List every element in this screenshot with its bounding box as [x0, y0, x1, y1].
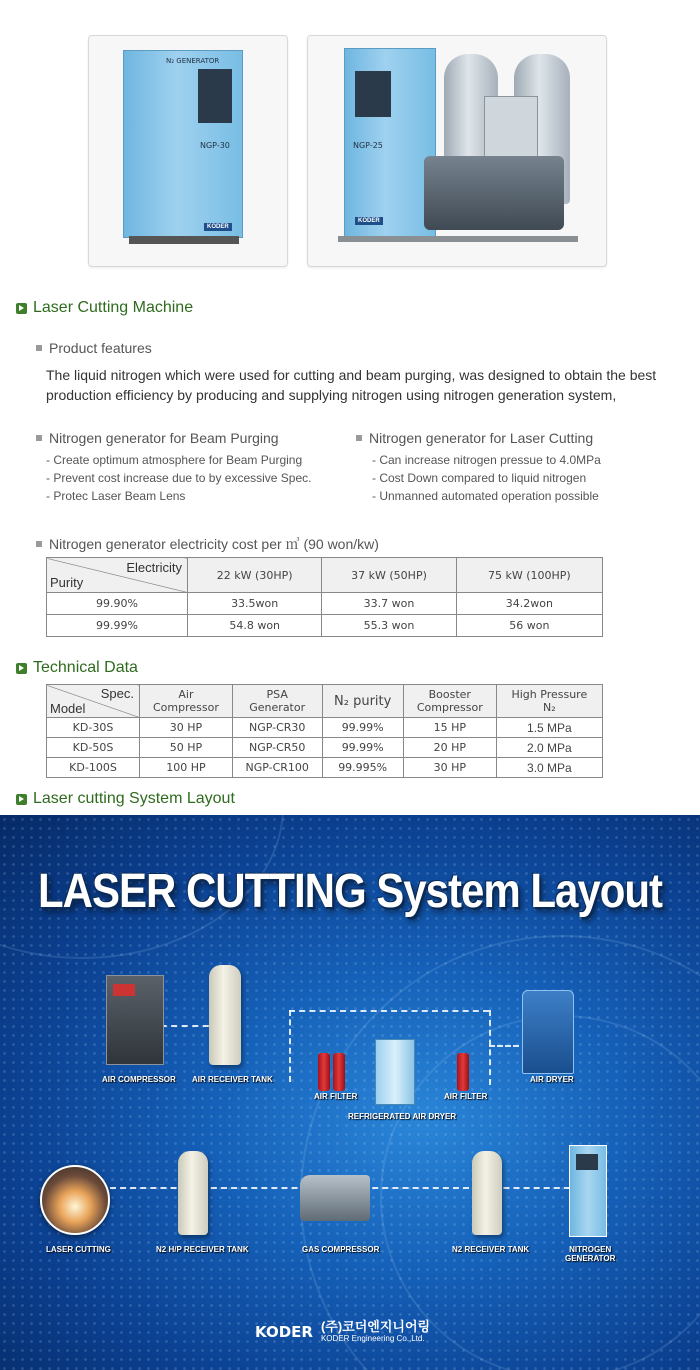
data-cell: 3.0 MPa	[496, 758, 602, 778]
table-row	[47, 758, 603, 778]
cost-cell: 55.3 won	[322, 615, 456, 637]
cost-cell: 56 won	[456, 615, 602, 637]
control-panel	[355, 71, 391, 117]
cost-cell: 33.7 won	[322, 593, 456, 615]
model-label: NGP-30	[200, 141, 230, 150]
control-box	[484, 96, 538, 162]
air-compressor-unit	[106, 975, 164, 1065]
list-item: - Create optimum atmosphere for Beam Purging	[46, 451, 311, 469]
air-dryer-unit	[522, 990, 574, 1074]
data-cell: NGP-CR100	[232, 758, 322, 778]
table-row	[47, 615, 603, 637]
compressor-panel	[113, 984, 135, 996]
data-cell: 50 HP	[140, 738, 233, 758]
table-row	[47, 593, 603, 615]
data-cell: 99.99%	[322, 738, 403, 758]
purity-cell: 99.90%	[47, 593, 188, 615]
model-cell: KD-50S	[47, 738, 140, 758]
data-cell: 20 HP	[403, 738, 496, 758]
label-n2-receiver-tank: N2 RECEIVER TANK	[452, 1245, 530, 1254]
label-air-compressor: AIR COMPRESSOR	[102, 1075, 176, 1084]
air-filter-unit	[318, 1053, 330, 1091]
company-korean-name: (주)코더엔지니어링	[320, 1319, 431, 1334]
list-item: - Unmanned automated operation possible	[372, 487, 601, 505]
column-header: Booster Compressor	[403, 685, 496, 718]
data-cell: NGP-CR50	[232, 738, 322, 758]
square-bullet-icon	[36, 345, 42, 351]
section-title-technical-data: Technical Data	[16, 659, 138, 677]
generator-cabinet	[123, 50, 243, 238]
table-header-row	[47, 685, 603, 718]
brand-logo: KODER	[355, 217, 383, 225]
generator-header: N₂ GENERATOR	[166, 57, 220, 65]
table-corner-cell: Electricity Purity	[47, 558, 188, 593]
data-cell: 99.995%	[322, 758, 403, 778]
n2-hp-receiver-tank	[178, 1151, 208, 1235]
label-laser-cutting: LASER CUTTING	[46, 1245, 111, 1254]
control-panel	[198, 69, 232, 123]
data-cell: 99.99%	[322, 718, 403, 738]
square-bullet-icon	[36, 541, 42, 547]
column-header: 22 kW (30HP)	[188, 558, 322, 593]
column-header: High Pressure N₂	[496, 685, 602, 718]
refrigerated-air-dryer-unit	[375, 1039, 415, 1105]
table-header-row	[47, 558, 603, 593]
laser-cutting-heading: Nitrogen generator for Laser Cutting	[356, 430, 593, 446]
pipe-line	[289, 1010, 291, 1082]
list-item: - Protec Laser Beam Lens	[46, 487, 311, 505]
beam-purging-heading: Nitrogen generator for Beam Purging	[36, 430, 279, 446]
cost-cell: 33.5won	[188, 593, 322, 615]
skid-frame	[338, 236, 578, 242]
label-nitrogen-generator: NITROGEN GENERATOR	[565, 1245, 616, 1263]
company-name-block	[321, 1320, 430, 1344]
cost-cell: 34.2won	[456, 593, 602, 615]
column-header: PSA Generator	[232, 685, 322, 718]
gas-compressor-unit	[300, 1175, 370, 1221]
laser-cutting-list	[372, 451, 601, 505]
company-logo	[255, 1320, 430, 1344]
column-header: 37 kW (50HP)	[322, 558, 456, 593]
product-features-heading: Product features	[36, 340, 152, 356]
label-gas-compressor: GAS COMPRESSOR	[302, 1245, 380, 1254]
generator-cabinet	[344, 48, 436, 238]
column-header: 75 kW (100HP)	[456, 558, 602, 593]
table-corner-cell: Spec. Model	[47, 685, 140, 718]
nitrogen-generator-unit	[569, 1145, 607, 1237]
pipe-line	[489, 1010, 491, 1085]
list-item: - Can increase nitrogen pressue to 4.0MPa	[372, 451, 601, 469]
table-row	[47, 738, 603, 758]
data-cell: NGP-CR30	[232, 718, 322, 738]
model-cell: KD-30S	[47, 718, 140, 738]
cost-cell: 54.8 won	[188, 615, 322, 637]
column-header: Air Compressor	[140, 685, 233, 718]
company-english-name: KODER Engineering Co.,Ltd.	[320, 1334, 425, 1343]
section-title-laser-cutting: Laser Cutting Machine	[16, 299, 193, 317]
section-bullet-icon	[16, 303, 27, 314]
label-n2-hp-receiver-tank: N2 H/P RECEIVER TANK	[156, 1245, 249, 1254]
data-cell: 2.0 MPa	[496, 738, 602, 758]
air-filter-unit	[457, 1053, 469, 1091]
koder-logo: KODER	[255, 1323, 313, 1341]
model-cell: KD-100S	[47, 758, 140, 778]
label-air-filter-1: AIR FILTER	[314, 1092, 358, 1101]
technical-data-table	[46, 684, 603, 778]
electricity-cost-table	[46, 557, 603, 637]
generator-panel	[576, 1154, 598, 1170]
label-air-dryer: AIR DRYER	[530, 1075, 574, 1084]
n2-receiver-tank	[472, 1151, 502, 1235]
poster-title: LASER CUTTING System Layout	[37, 863, 663, 918]
compressor-unit	[424, 156, 564, 230]
data-cell: 30 HP	[140, 718, 233, 738]
section-bullet-icon	[16, 663, 27, 674]
system-layout-poster	[0, 815, 700, 1370]
list-item: - Prevent cost increase due to by excessive Spec.	[46, 469, 311, 487]
table-row	[47, 718, 603, 738]
data-cell: 100 HP	[140, 758, 233, 778]
square-bullet-icon	[36, 435, 42, 441]
section-bullet-icon	[16, 794, 27, 805]
section-title-system-layout: Laser cutting System Layout	[16, 790, 235, 808]
data-cell: 30 HP	[403, 758, 496, 778]
list-item: - Cost Down compared to liquid nitrogen	[372, 469, 601, 487]
model-label: NGP-25	[353, 141, 383, 150]
brand-logo: KODER	[204, 223, 232, 231]
product-photo-ngp25	[307, 35, 607, 267]
column-header: N₂ purity	[322, 685, 403, 718]
cost-heading: Nitrogen generator electricity cost per ㎥ (90 won/kw)	[36, 534, 379, 554]
laser-cutting-image	[40, 1165, 110, 1235]
label-refrigerated-air-dryer: REFRIGERATED AIR DRYER	[348, 1112, 457, 1121]
data-cell: 15 HP	[403, 718, 496, 738]
data-cell: 1.5 MPa	[496, 718, 602, 738]
label-air-receiver-tank: AIR RECEIVER TANK	[192, 1075, 273, 1084]
purity-cell: 99.99%	[47, 615, 188, 637]
square-bullet-icon	[356, 435, 362, 441]
pipe-line	[289, 1010, 489, 1012]
beam-purging-list	[46, 451, 311, 505]
product-features-text: The liquid nitrogen which were used for cutting and beam purging, was designed to obtain the best production efficiency by producing and supplying nitrogen using nitrogen generation system,	[46, 367, 657, 403]
air-filter-unit	[333, 1053, 345, 1091]
air-receiver-tank	[209, 965, 241, 1065]
product-photo-ngp30	[88, 35, 288, 267]
cabinet-base	[129, 236, 239, 244]
label-air-filter-2: AIR FILTER	[444, 1092, 488, 1101]
pipe-line	[489, 1045, 519, 1047]
